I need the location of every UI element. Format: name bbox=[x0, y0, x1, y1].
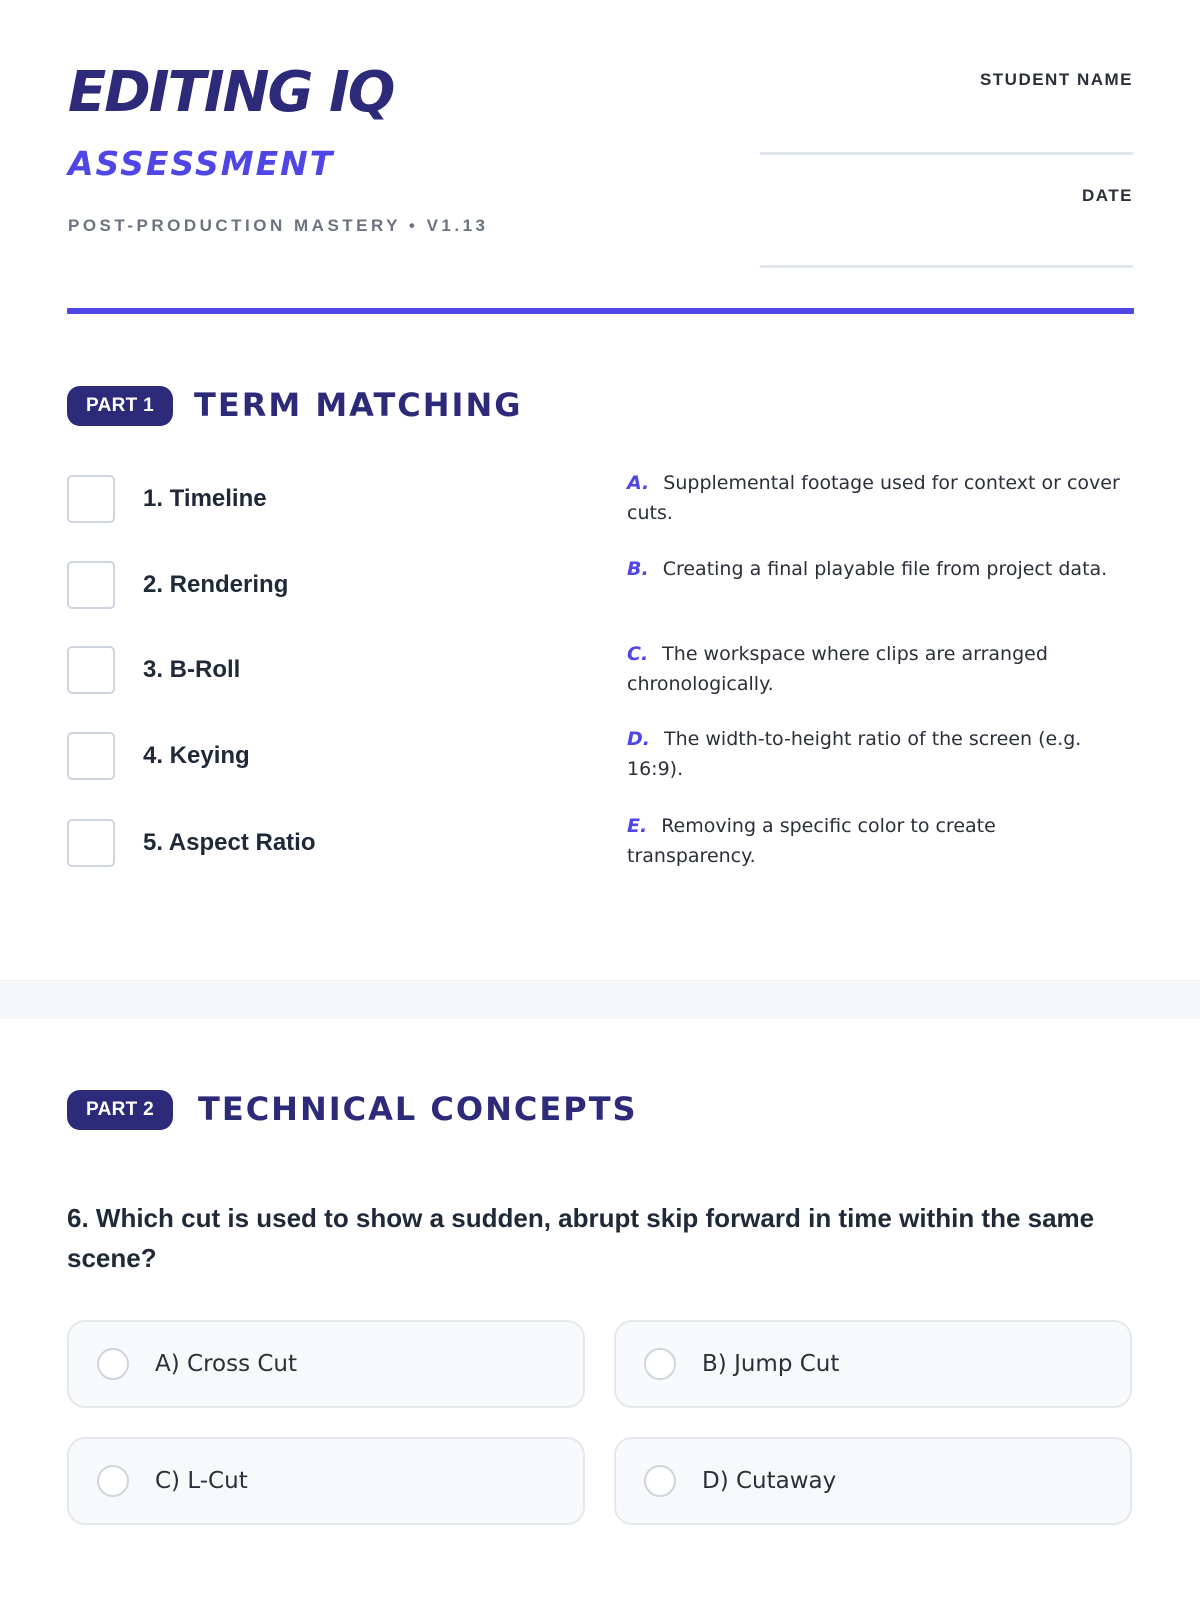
radio-button[interactable] bbox=[97, 1348, 129, 1380]
part1-badge: PART 1 bbox=[67, 386, 173, 426]
definition-item bbox=[627, 639, 1127, 699]
part2-title: TECHNICAL CONCEPTS bbox=[198, 1090, 638, 1128]
section-divider bbox=[0, 980, 1200, 1019]
match-term-row bbox=[67, 817, 316, 869]
radio-button[interactable] bbox=[644, 1348, 676, 1380]
definition-text: Removing a specific color to create transparency. bbox=[627, 815, 996, 867]
option-label: A) Cross Cut bbox=[155, 1351, 298, 1377]
definition-item bbox=[627, 554, 1127, 584]
definition-letter: E. bbox=[627, 815, 648, 837]
page-subtitle-title: ASSESSMENT bbox=[68, 144, 335, 183]
student-name-line[interactable] bbox=[760, 152, 1133, 155]
term-label: 2. Rendering bbox=[143, 571, 289, 598]
option-label: C) L-Cut bbox=[155, 1468, 248, 1494]
match-term-row bbox=[67, 644, 240, 696]
match-term-row bbox=[67, 559, 288, 611]
option-label: D) Cutaway bbox=[702, 1468, 837, 1494]
definition-item bbox=[627, 468, 1127, 528]
tagline: POST-PRODUCTION MASTERY • V1.13 bbox=[68, 216, 489, 235]
definition-text: The width-to-height ratio of the screen (e.g. 16:9). bbox=[627, 728, 1082, 780]
definition-text: The workspace where clips are arranged chronologically. bbox=[627, 643, 1048, 695]
definition-letter: C. bbox=[627, 643, 649, 665]
term-label: 5. Aspect Ratio bbox=[143, 829, 316, 856]
header-divider bbox=[67, 308, 1134, 314]
page-title: EDITING IQ bbox=[68, 60, 394, 125]
question-text: 6. Which cut is used to show a sudden, abrupt skip forward in time within the same scene? bbox=[67, 1203, 1095, 1273]
option-label: B) Jump Cut bbox=[702, 1351, 840, 1377]
match-term-row bbox=[67, 730, 250, 782]
term-label: 1. Timeline bbox=[143, 485, 267, 512]
radio-button[interactable] bbox=[97, 1465, 129, 1497]
part2-badge: PART 2 bbox=[67, 1090, 173, 1130]
term-label: 3. B-Roll bbox=[143, 656, 241, 683]
part1-title: TERM MATCHING bbox=[194, 386, 523, 424]
definition-letter: B. bbox=[627, 558, 649, 580]
match-term-row bbox=[67, 473, 267, 525]
definition-text: Supplemental footage used for context or cover cuts. bbox=[627, 472, 1120, 524]
answer-checkbox[interactable] bbox=[67, 732, 115, 780]
definition-item bbox=[627, 811, 1127, 871]
answer-checkbox[interactable] bbox=[67, 475, 115, 523]
date-line[interactable] bbox=[760, 265, 1133, 268]
answer-option-b[interactable] bbox=[614, 1320, 1132, 1408]
answer-option-d[interactable] bbox=[614, 1437, 1132, 1525]
term-label: 4. Keying bbox=[143, 742, 250, 769]
definition-text: Creating a final playable file from project data. bbox=[662, 558, 1108, 580]
answer-checkbox[interactable] bbox=[67, 561, 115, 609]
answer-checkbox[interactable] bbox=[67, 646, 115, 694]
definition-letter: D. bbox=[627, 728, 650, 750]
answer-checkbox[interactable] bbox=[67, 819, 115, 867]
answer-option-a[interactable] bbox=[67, 1320, 585, 1408]
answer-option-c[interactable] bbox=[67, 1437, 585, 1525]
definition-letter: A. bbox=[627, 472, 650, 494]
definition-item bbox=[627, 724, 1127, 784]
radio-button[interactable] bbox=[644, 1465, 676, 1497]
date-label: DATE bbox=[1081, 186, 1133, 205]
student-name-label: STUDENT NAME bbox=[979, 70, 1133, 89]
